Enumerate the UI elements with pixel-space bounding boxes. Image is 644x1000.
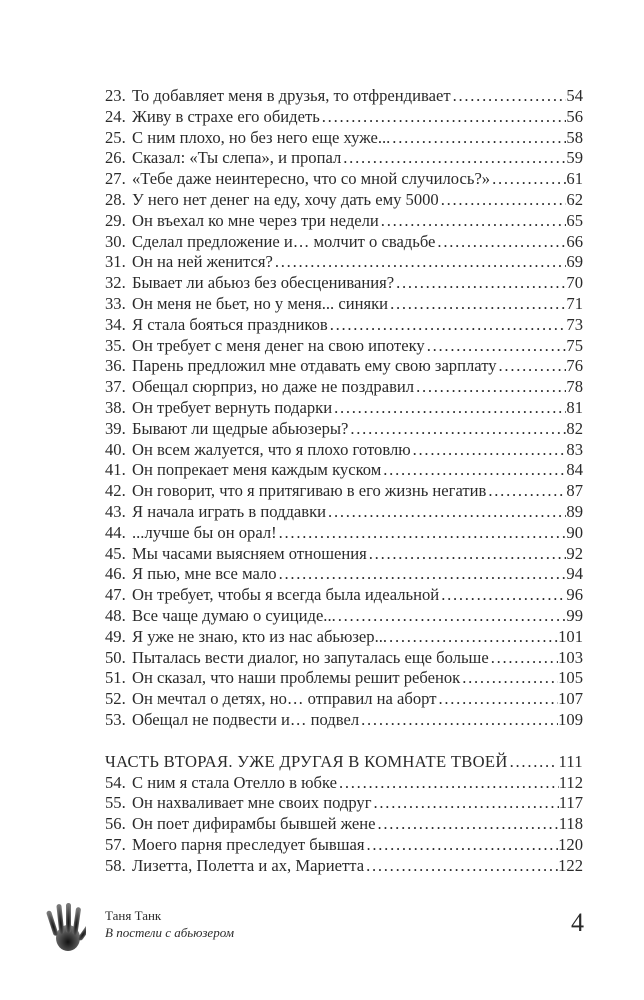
entry-title: Пыталась вести диалог, но запуталась еще больше [132,647,489,667]
toc-entry[interactable] [105,585,583,606]
entry-page: 84 [566,460,583,480]
entry-page: 120 [558,834,583,854]
entry-title: Обещал сюрприз, но даже не поздравил [132,377,415,397]
entry-title: Он мечтал о детях, но… отправил на аборт [132,689,437,709]
toc-entry[interactable] [105,356,583,377]
entry-number: 27. [105,169,126,189]
toc-entry[interactable] [105,190,583,211]
entry-page: 109 [558,709,583,729]
toc-part-one-list [105,86,583,731]
toc-entry[interactable] [105,814,583,835]
entry-page: 94 [566,564,583,584]
toc-entry[interactable] [105,710,583,731]
table-of-contents [105,86,583,876]
entry-number: 30. [105,231,126,251]
toc-entry[interactable] [105,336,583,357]
entry-title: То добавляет меня в друзья, то отфрендивает [132,86,451,105]
toc-entry[interactable] [105,564,583,585]
toc-part-two-list [105,773,583,877]
toc-entry[interactable] [105,481,583,502]
entry-number: 57. [105,834,126,854]
dot-leader [486,481,566,502]
entry-number: 40. [105,439,126,459]
entry-page: 75 [566,335,583,355]
entry-number: 58. [105,855,126,875]
entry-title: Сказал: «Ты слепа», и пропал [132,148,342,168]
entry-page: 99 [566,605,583,625]
entry-page: 82 [566,418,583,438]
toc-entry[interactable] [105,793,583,814]
entry-page: 87 [566,481,583,501]
entry-number: 46. [105,564,126,584]
toc-entry[interactable] [105,86,583,107]
dot-leader [364,835,558,856]
dot-leader [348,419,566,440]
entry-title: Лизетта, Полетта и ах, Мариетта [132,855,365,875]
dot-leader [332,398,566,419]
dot-leader [497,356,567,377]
entry-number: 48. [105,605,126,625]
toc-entry[interactable] [105,502,583,523]
toc-entry[interactable] [105,273,583,294]
entry-page: 117 [558,793,583,813]
dot-leader [337,773,559,794]
entry-page: 83 [566,439,583,459]
entry-title: «Тебе даже неинтересно, что со мной случилось?» [132,169,491,189]
dot-leader [328,315,567,336]
dot-leader [508,752,559,773]
entry-title: Бывают ли щедрые абьюзеры? [132,418,349,438]
part-page: 111 [558,751,583,771]
toc-entry[interactable] [105,668,583,689]
entry-number: 54. [105,772,126,792]
entry-title: Я стала бояться праздников [132,314,328,334]
toc-entry[interactable] [105,689,583,710]
dot-leader [336,606,567,627]
entry-page: 56 [566,106,583,126]
toc-entry[interactable] [105,544,583,565]
entry-number: 43. [105,501,126,521]
entry-title: Он говорит, что я притягиваю в его жизнь негатив [132,481,487,501]
dot-leader [425,336,567,357]
toc-entry[interactable] [105,398,583,419]
entry-title: С ним я стала Отелло в юбке [132,772,337,792]
part-title: ЧАСТЬ ВТОРАЯ. УЖЕ ДРУГАЯ В КОМНАТЕ ТВОЕЙ [105,751,508,771]
entry-page: 103 [558,647,583,667]
entry-page: 73 [566,314,583,334]
entry-number: 50. [105,647,126,667]
entry-title: Он попрекает меня каждым куском [132,460,382,480]
entry-title: Моего парня преследует бывшая [132,834,365,854]
toc-entry[interactable] [105,773,583,794]
entry-title: Обещал не подвести и… подвел [132,709,360,729]
entry-number: 52. [105,689,126,709]
toc-entry[interactable] [105,128,583,149]
dot-leader [435,232,566,253]
entry-title: Сделал предложение и… молчит о свадьбе [132,231,436,251]
entry-title: Он на ней женится? [132,252,273,272]
entry-number: 26. [105,148,126,168]
dot-leader [320,107,567,128]
entry-title: Он требует вернуть подарки [132,397,333,417]
toc-entry[interactable] [105,148,583,169]
entry-title: Живу в страхе его обидеть [132,106,320,126]
entry-page: 58 [566,127,583,147]
toc-part-heading[interactable] [105,752,583,773]
toc-entry[interactable] [105,606,583,627]
dot-leader [439,190,567,211]
dot-leader [273,252,567,273]
dot-leader [460,668,558,689]
entry-page: 69 [566,252,583,272]
entry-number: 53. [105,709,126,729]
entry-number: 35. [105,335,126,355]
entry-title: Он требует с меня денег на свою ипотеку [132,335,425,355]
toc-entry[interactable] [105,440,583,461]
dot-leader [277,523,567,544]
entry-page: 61 [566,169,583,189]
entry-page: 81 [566,397,583,417]
footer-author: Таня Танк [105,908,162,923]
entry-number: 23. [105,86,126,105]
entry-number: 32. [105,273,126,293]
toc-entry[interactable] [105,377,583,398]
dot-leader [367,544,567,565]
toc-entry[interactable] [105,627,583,648]
entry-title: Он сказал, что наши проблемы решит ребенок [132,668,461,688]
toc-entry[interactable] [105,294,583,315]
dot-leader [411,440,567,461]
entry-page: 66 [566,231,583,251]
page-number: 4 [571,908,584,937]
entry-page: 65 [566,210,583,230]
entry-number: 51. [105,668,126,688]
dot-leader [490,169,566,190]
dot-leader [359,710,558,731]
entry-title: Он всем жалуется, что я плохо готовлю [132,439,411,459]
dot-leader [451,86,567,107]
entry-page: 105 [558,668,583,688]
entry-title: Он поет дифирамбы бывшей жене [132,814,376,834]
dot-leader [341,148,566,169]
toc-entry[interactable] [105,419,583,440]
dot-leader [372,793,559,814]
entry-title: Он требует, чтобы я всегда была идеальной [132,585,440,605]
entry-title: Все чаще думаю о суициде... [132,605,336,625]
entry-page: 107 [558,689,583,709]
entry-title: Я начала играть в поддавки [132,501,327,521]
entry-number: 28. [105,189,126,209]
dot-leader [436,689,558,710]
dot-leader [387,627,558,648]
entry-number: 38. [105,397,126,417]
entry-title: С ним плохо, но без него еще хуже... [132,127,391,147]
dot-leader [277,564,567,585]
entry-page: 112 [558,772,583,792]
entry-page: 78 [566,377,583,397]
entry-number: 33. [105,293,126,313]
entry-number: 39. [105,418,126,438]
entry-number: 47. [105,585,126,605]
entry-title: У него нет денег на еду, хочу дать ему 5000 [132,189,439,209]
dot-leader [381,460,566,481]
entry-page: 122 [558,855,583,875]
entry-number: 56. [105,814,126,834]
toc-entry[interactable] [105,856,583,877]
entry-number: 42. [105,481,126,501]
toc-entry[interactable] [105,835,583,856]
entry-title: Парень предложил мне отдавать ему свою зарплату [132,356,497,376]
dot-leader [375,814,558,835]
entry-number: 24. [105,106,126,126]
toc-entry[interactable] [105,315,583,336]
toc-entry[interactable] [105,648,583,669]
toc-entry[interactable] [105,252,583,273]
entry-number: 41. [105,460,126,480]
entry-title: Он меня не бьет, но у меня... синяки [132,293,389,313]
entry-page: 59 [566,148,583,168]
dot-leader [388,294,566,315]
entry-page: 62 [566,189,583,209]
dot-leader [394,273,566,294]
dot-leader [489,648,558,669]
dot-leader [326,502,566,523]
entry-page: 96 [566,585,583,605]
entry-page: 92 [566,543,583,563]
dot-leader [439,585,566,606]
entry-number: 37. [105,377,126,397]
entry-title: Я уже не знаю, кто из нас абьюзер... [132,626,388,646]
toc-entry[interactable] [105,523,583,544]
entry-page: 89 [566,501,583,521]
entry-page: 101 [558,626,583,646]
entry-number: 55. [105,793,126,813]
hand-icon [46,900,86,956]
entry-title: Он въехал ко мне через три недели [132,210,379,230]
dot-leader [390,128,566,149]
entry-page: 71 [566,293,583,313]
toc-entry[interactable] [105,211,583,232]
entry-title: Я пью, мне все мало [132,564,277,584]
toc-entry[interactable] [105,107,583,128]
entry-title: Он нахваливает мне своих подруг [132,793,372,813]
entry-number: 34. [105,314,126,334]
entry-number: 44. [105,522,126,542]
entry-number: 49. [105,626,126,646]
entry-title: Бывает ли абьюз без обесценивания? [132,273,395,293]
entry-number: 25. [105,127,126,147]
toc-entry[interactable] [105,232,583,253]
dot-leader [364,856,558,877]
toc-entry[interactable] [105,169,583,190]
dot-leader [379,211,567,232]
entry-number: 45. [105,543,126,563]
entry-page: 54 [566,86,583,105]
entry-page: 70 [566,273,583,293]
entry-number: 29. [105,210,126,230]
dot-leader [414,377,566,398]
entry-title: ...лучше бы он орал! [132,522,277,542]
entry-number: 31. [105,252,126,272]
entry-page: 76 [566,356,583,376]
entry-page: 118 [558,814,583,834]
entry-title: Мы часами выясняем отношения [132,543,367,563]
toc-entry[interactable] [105,460,583,481]
entry-page: 90 [566,522,583,542]
entry-number: 36. [105,356,126,376]
footer-book-title: В постели с абьюзером [105,925,234,940]
